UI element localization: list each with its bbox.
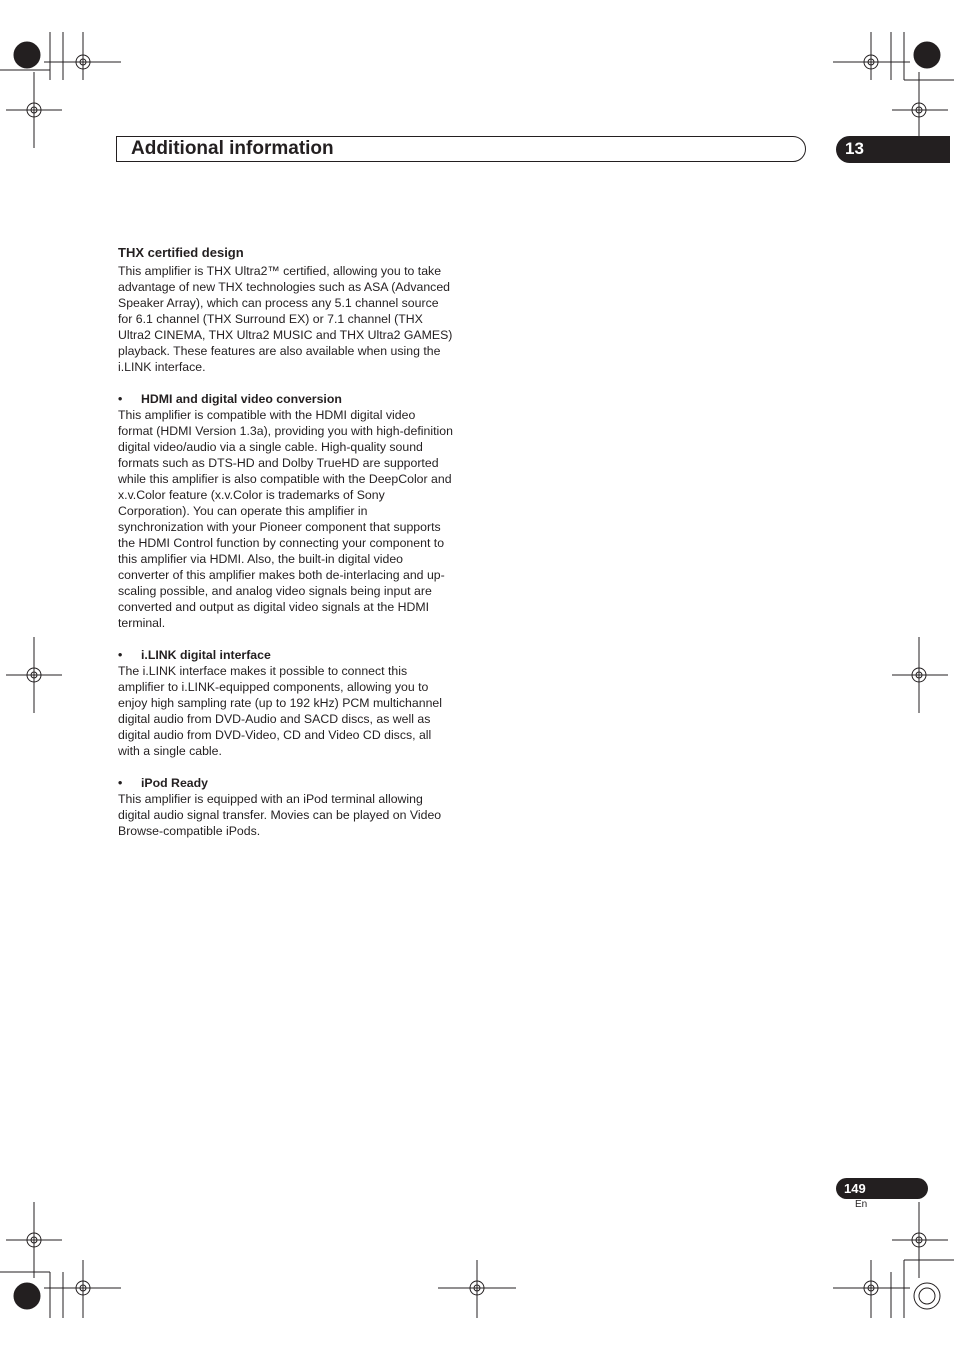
- page-number: 149: [844, 1181, 866, 1196]
- bullet-heading-text: iPod Ready: [141, 776, 208, 790]
- crosshair-mark: [892, 1202, 948, 1278]
- bullet-heading: [118, 647, 453, 663]
- bullet-icon: •: [118, 392, 123, 406]
- chapter-number: 13: [845, 139, 864, 158]
- crosshair-mark: [44, 32, 121, 80]
- starburst-mark-bottom-right: [904, 1260, 954, 1318]
- bullet-heading: [118, 391, 453, 407]
- crosshair-mark: [6, 1202, 62, 1278]
- page-title: Additional information: [131, 138, 334, 159]
- bullet-icon: •: [118, 776, 123, 790]
- bullet-heading-text: HDMI and digital video conversion: [141, 392, 342, 406]
- section-ilink: [118, 647, 453, 759]
- crosshair-mark: [6, 637, 62, 713]
- section-ipod: [118, 775, 453, 839]
- section-body: The i.LINK interface makes it possible to connect this amplifier to i.LINK-equipped components, allowing you to enjoy high sampling rate (up to 192 kHz) PCM multichannel digital audio from DVD-Audio and SACD discs, as well as digital audio from DVD-Video, CD and Video CD discs, all with a single cable.: [118, 664, 442, 758]
- starburst-mark-top-right: [904, 32, 954, 80]
- language-label: En: [855, 1199, 868, 1210]
- crosshair-mark: [892, 637, 948, 713]
- section-heading: THX certified design: [118, 245, 244, 260]
- bullet-heading-text: i.LINK digital interface: [141, 648, 271, 662]
- crosshair-mark: [833, 32, 910, 80]
- section-body: This amplifier is THX Ultra2™ certified, allowing you to take advantage of new THX technologies such as ASA (Advanced Speaker Array), which can process any 5.1 channel source for 6.1 channel (THX Surround EX) or 7.1 channel (THX Ultra2 CINEMA, THX Ultra2 MUSIC and THX Ultra2 GAMES) playback. These features are also available when using the i.LINK interface.: [118, 264, 453, 374]
- bullet-heading: [118, 775, 453, 791]
- starburst-mark-bottom-left: [0, 1272, 50, 1318]
- section-hdmi: [118, 391, 453, 631]
- section-thx: [118, 245, 453, 375]
- section-body: This amplifier is equipped with an iPod terminal allowing digital audio signal transfer. Movies can be played on Video Browse-compatible iPods.: [118, 792, 442, 838]
- bullet-icon: •: [118, 648, 123, 662]
- content-column: [118, 245, 453, 839]
- crosshair-mark: [833, 1260, 910, 1318]
- starburst-mark-top-left: [0, 32, 50, 80]
- crosshair-mark: [44, 1260, 121, 1318]
- section-body: This amplifier is compatible with the HDMI digital video format (HDMI Version 1.3a), providing you with high-definition digital video/audio via a single cable. High-quality sound formats such as DTS-HD and Dolby TrueHD are supported while this amplifier is also compatible with the DeepColor and x.v.Color feature (x.v.Color is trademarks of Sony Corporation). You can operate this amplifier in synchronization with your Pioneer component that supports the HDMI Control function by connecting your component to this amplifier via HDMI. Also, the built-in digital video converter of this amplifier makes both de-interlacing and up-scaling possible, and analog video signals being input are converted and output as digital video signals at the HDMI terminal.: [118, 408, 453, 630]
- crosshair-mark: [438, 1260, 516, 1318]
- crosshair-mark: [6, 72, 62, 148]
